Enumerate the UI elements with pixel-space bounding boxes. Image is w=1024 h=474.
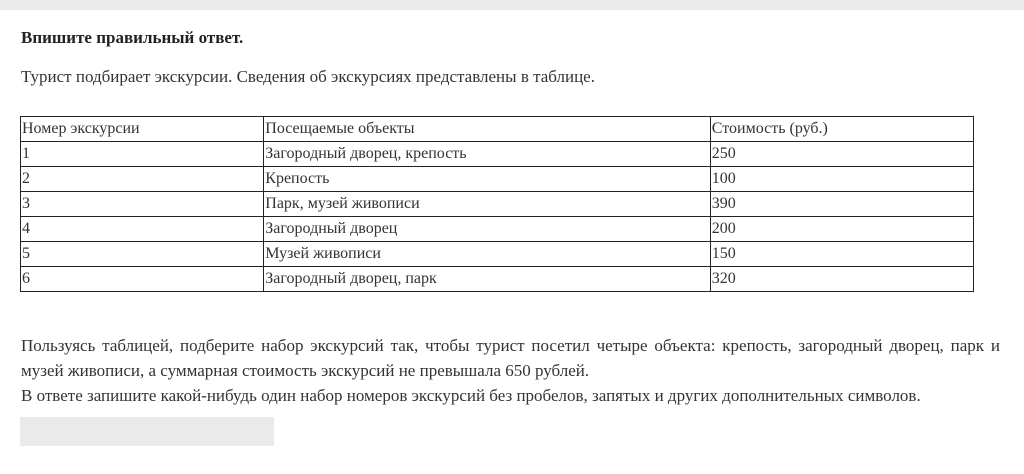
cell-cost: 150 <box>710 242 973 267</box>
cell-cost: 100 <box>710 167 973 192</box>
cell-number: 1 <box>21 142 264 167</box>
table-row <box>21 192 974 217</box>
cell-number: 6 <box>21 267 264 292</box>
cell-objects: Загородный дворец, парк <box>264 267 711 292</box>
header-cost: Стоимость (руб.) <box>710 117 973 142</box>
task-text <box>21 333 1000 408</box>
task-paragraph-conditions: Пользуясь таблицей, подберите набор экскурсий так, чтобы турист посетил четыре объекта: крепость, загородный дворец, парк и музей живописи, а суммарная стоимость экскурсий не превышала 650 рублей. <box>21 336 1000 380</box>
cell-objects: Музей живописи <box>264 242 711 267</box>
cell-cost: 250 <box>710 142 973 167</box>
cell-objects: Загородный дворец, крепость <box>264 142 711 167</box>
cell-objects: Парк, музей живописи <box>264 192 711 217</box>
excursions-table <box>20 116 974 292</box>
task-paragraph-answer-format: В ответе запишите какой-нибудь один набор номеров экскурсий без пробелов, запятых и других дополнительных символов. <box>21 386 921 405</box>
cell-objects: Крепость <box>264 167 711 192</box>
cell-number: 4 <box>21 217 264 242</box>
cell-objects: Загородный дворец <box>264 217 711 242</box>
header-excursion-number: Номер экскурсии <box>21 117 264 142</box>
cell-number: 3 <box>21 192 264 217</box>
top-bar <box>0 0 1024 10</box>
table-row <box>21 167 974 192</box>
answer-input[interactable] <box>20 417 274 446</box>
cell-cost: 320 <box>710 267 973 292</box>
cell-number: 2 <box>21 167 264 192</box>
table-header-row <box>21 117 974 142</box>
cell-cost: 200 <box>710 217 973 242</box>
header-visited-objects: Посещаемые объекты <box>264 117 711 142</box>
table-row <box>21 267 974 292</box>
cell-cost: 390 <box>710 192 973 217</box>
instruction-heading: Впишите правильный ответ. <box>21 28 244 47</box>
table-row <box>21 217 974 242</box>
table-row <box>21 142 974 167</box>
intro-text: Турист подбирает экскурсии. Сведения об экскурсиях представлены в таблице. <box>21 67 595 86</box>
table-row <box>21 242 974 267</box>
cell-number: 5 <box>21 242 264 267</box>
